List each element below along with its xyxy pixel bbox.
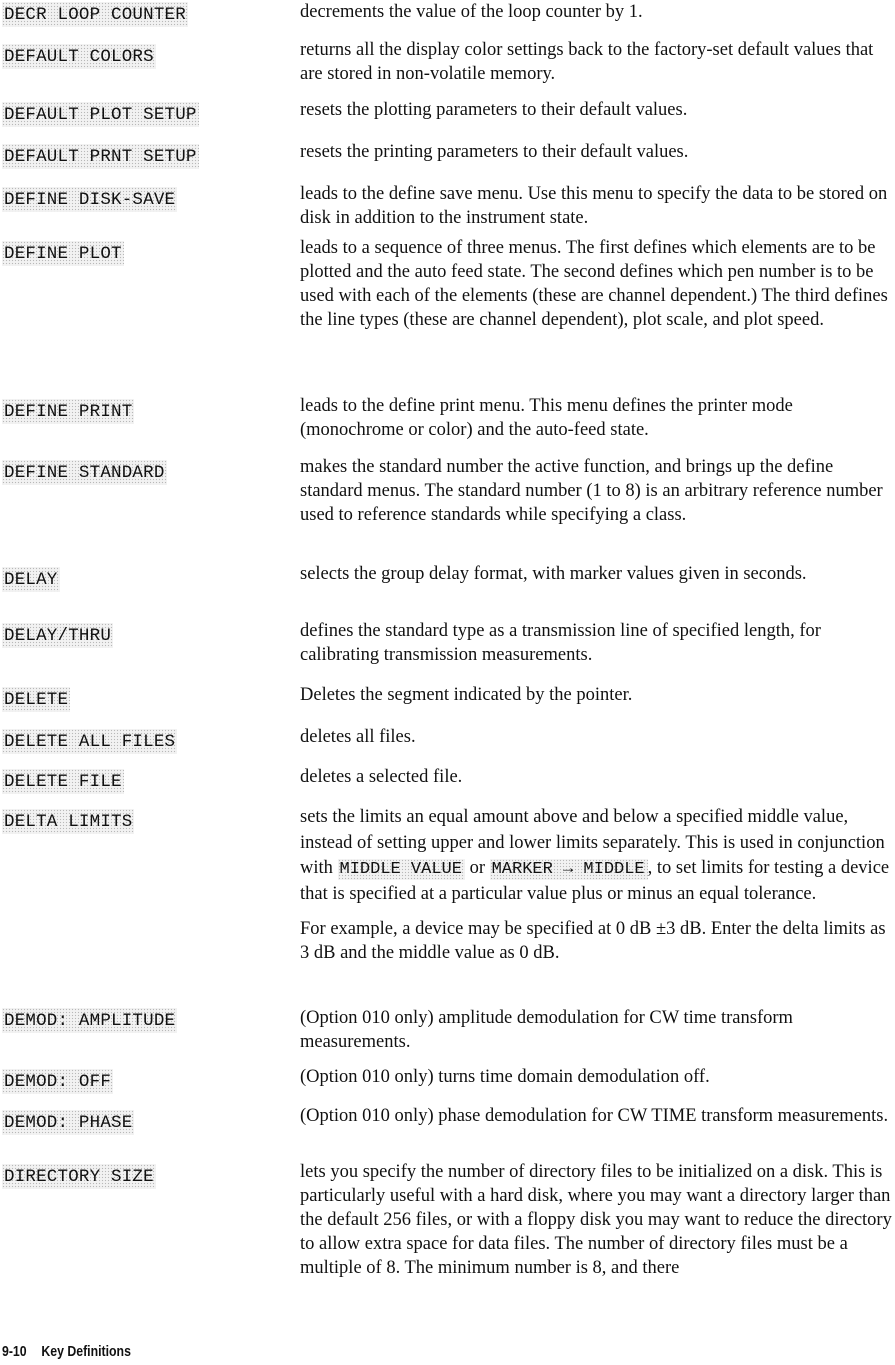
- description-text: or: [464, 858, 490, 878]
- key-description: (Option 010 only) phase demodulation for CW TIME transform measurements.: [300, 1106, 889, 1126]
- marker-to-middle-key-ref: MARKER → MIDDLE: [490, 859, 648, 880]
- key-description: defines the standard type as a transmission line of specified length, for calibrating transmission measurements.: [300, 621, 821, 665]
- softkey-label: DEFINE STANDARD: [2, 460, 167, 485]
- softkey-label: DELAY/THRU: [2, 623, 113, 648]
- softkey-label: DELETE: [2, 687, 70, 712]
- key-description: lets you specify the number of directory files to be initialized on a disk. This is particularly useful with a hard disk, where you may want a directory larger than the default 256 files, or with a floppy disk you may want to reduce the directory to allow extra space for data files. The number of directory files must be a multiple of 8. The minimum number is 8, and there: [300, 1162, 892, 1278]
- key-description: leads to the define print menu. This menu defines the printer mode (monochrome or color) and the auto-feed state.: [300, 396, 793, 440]
- key-description: [300, 805, 895, 908]
- key-description: deletes a selected file.: [300, 767, 463, 787]
- softkey-label: DEFAULT PLOT SETUP: [2, 102, 199, 127]
- softkey-label: DEFAULT PRNT SETUP: [2, 144, 199, 169]
- page-footer: [2, 1343, 131, 1360]
- softkey-label: DEFINE PRINT: [2, 399, 134, 424]
- key-description: (Option 010 only) turns time domain demodulation off.: [300, 1067, 710, 1087]
- key-description: returns all the display color settings back to the factory-set default values that are stored in non-volatile memory.: [300, 40, 874, 84]
- softkey-label: DELETE ALL FILES: [2, 729, 177, 754]
- softkey-label: DEFINE DISK-SAVE: [2, 187, 177, 212]
- softkey-label: DEMOD: OFF: [2, 1069, 113, 1094]
- key-description: deletes all files.: [300, 727, 416, 747]
- key-description: resets the plotting parameters to their default values.: [300, 100, 688, 120]
- key-description-example: For example, a device may be specified at 0 dB ±3 dB. Enter the delta limits as 3 dB and the middle value as 0 dB.: [300, 918, 886, 963]
- page-number: 9-10: [2, 1343, 27, 1360]
- description-text: sets the limits an equal amount above and below a specified middle value, instead of setting upper and lower limits separately. This is used in conjunction with: [300, 807, 885, 878]
- key-description: (Option 010 only) amplitude demodulation for CW time transform measurements.: [300, 1008, 793, 1052]
- softkey-label: DELAY: [2, 567, 60, 592]
- softkey-label: DECR LOOP COUNTER: [2, 2, 188, 27]
- softkey-label: DEFAULT COLORS: [2, 44, 156, 69]
- softkey-label: DIRECTORY SIZE: [2, 1164, 156, 1189]
- section-title: Key Definitions: [41, 1343, 131, 1360]
- key-description: Deletes the segment indicated by the pointer.: [300, 685, 633, 705]
- key-description: leads to a sequence of three menus. The first defines which elements are to be plotted and the auto feed state. The second defines which pen number is to be used with each of the elements (these are channel dependent.) The third defines the line types (these are channel dependent), plot scale, and plot speed.: [300, 238, 888, 330]
- softkey-label: DELTA LIMITS: [2, 809, 134, 834]
- key-description: decrements the value of the loop counter by 1.: [300, 2, 643, 22]
- key-description: leads to the define save menu. Use this menu to specify the data to be stored on disk in addition to the instrument state.: [300, 184, 888, 228]
- key-description: selects the group delay format, with marker values given in seconds.: [300, 564, 807, 584]
- key-description: makes the standard number the active function, and brings up the define standard menus. The standard number (1 to 8) is an arbitrary reference number used to reference standards while specifying a class.: [300, 457, 883, 525]
- softkey-label: DEMOD: PHASE: [2, 1110, 134, 1135]
- description-text: , to set limits for testing a device that is specified at a particular value plus or minus an equal tolerance.: [300, 858, 890, 904]
- middle-value-key-ref: MIDDLE VALUE: [338, 859, 465, 880]
- softkey-label: DELETE FILE: [2, 769, 124, 794]
- softkey-label: DEFINE PLOT: [2, 241, 124, 266]
- key-description: resets the printing parameters to their default values.: [300, 142, 689, 162]
- softkey-label: DEMOD: AMPLITUDE: [2, 1008, 177, 1033]
